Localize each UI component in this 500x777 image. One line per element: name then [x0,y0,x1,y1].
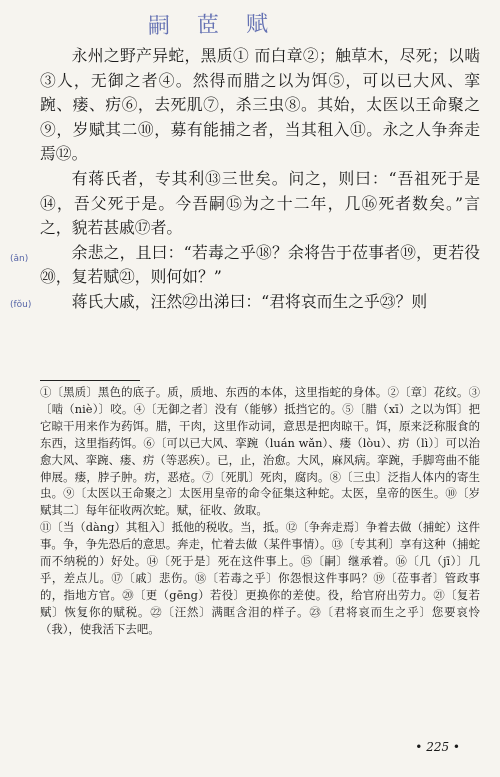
footnote-divider [40,380,140,381]
footnote-block: ⑪〔当（dàng）其租入〕抵他的税收。当，抵。⑫〔争奔走焉〕争着去做（捕蛇）这件事。争，争先恐后的意思。奔走，忙着去做（某件事情）。⑬〔专其利〕享有这种（捕蛇而不纳税的）好处。⑭〔死于是〕死在这件事上。⑮〔嗣〕继承着。⑯〔几（jī）〕几乎，差点儿。⑰〔戚〕悲伤。⑱〔若毒之乎〕你怨恨这件事吗？⑲〔莅事者〕管政事的，指地方官。⑳〔更（gēng）若役〕更换你的差使。役，给官府出劳力。㉑〔复若赋〕恢复你的赋税。㉒〔汪然〕满眶含泪的样子。㉓〔君将哀而生之乎〕您要哀怜（我），使我活下去吧。 [40,520,480,636]
paragraph: 永州之野产异蛇，黑质① 而白章②；触草木，尽死；以啮③人，无御之者④。然得而腊之以为饵⑤，可以已大风、挛踠、瘘、疠⑥，去死肌⑦，杀三虫⑧。其始，太医以王命聚之⑨，岁赋其二⑩，募有能捕之者，当其租入⑪。永之人争奔走焉⑫。 [40,46,480,164]
paragraph: 蒋氏大戚，汪然㉒出涕曰：“君将哀而生之乎㉓？则 [71,291,428,311]
main-text [40,44,480,315]
margin-note-1: (ǎn) [10,254,29,264]
page-number: • 225 • [415,740,460,754]
paragraph: 有蒋氏者，专其利⑬三世矣。问之，则曰：“吾祖死于是⑭，吾父死于是。今吾嗣⑮为之十二年，几⑯死者数矣。”言之，貌若甚戚⑰者。 [40,168,480,238]
margin-note-2: (fǒu) [10,300,32,310]
footnotes [40,384,480,638]
paragraph: 余悲之，且曰：“若毒之乎⑱？余将告于莅事者⑲，更若役⑳，复若赋㉑，则何如？” [40,242,480,287]
footnote-block: ①〔黑质〕黑色的底子。质，质地、东西的本体，这里指蛇的身体。②〔章〕花纹。③〔啮（niè）〕咬。④〔无御之者〕没有（能够）抵挡它的。⑤〔腊（xī）之以为饵〕把它晾干用来作为药饵。腊，干肉，这里作动词，意思是把肉晾干。饵，原来泛称服食的东西，这里指药饵。⑥〔可以已大风、挛踠（luán wǎn）、瘘（lòu）、疠（lì）〕可以治愈大风、挛踠、瘘、疠（等恶疾）。已，止，治愈。大风，麻风病。挛踠，手脚弯曲不能伸展。瘘，脖子肿。疠，恶疮。⑦〔死肌〕死肉，腐肉。⑧〔三虫〕泛指人体内的寄生虫。⑨〔太医以王命聚之〕太医用皇帝的命令征集这种蛇。太医，皇帝的医生。⑩〔岁赋其二〕每年征收两次蛇。赋，征收、敛取。 [40,385,480,518]
handwritten-title: 嗣 茝 赋 [147,11,279,40]
